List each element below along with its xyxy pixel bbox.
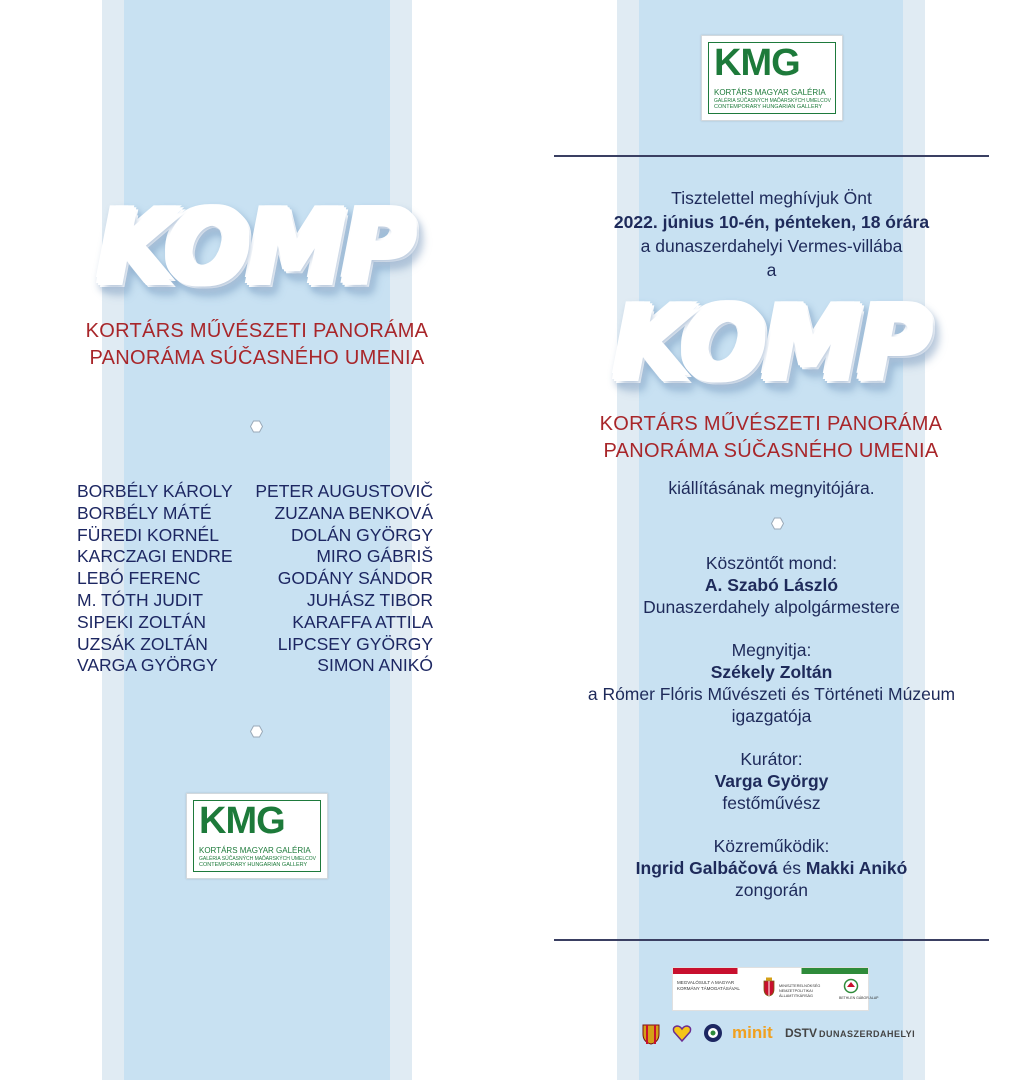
- left-hex-dot-bottom: [250, 725, 263, 738]
- bottom-divider: [554, 939, 989, 941]
- artist-name: GODÁNY SÁNDOR: [277, 568, 433, 589]
- curator-label: Kurátor:: [740, 749, 803, 769]
- ministry-text: MINISZTERELNÖKSÉG NEMZETPOLITIKAI ÁLLAMTITKÁRSÁG: [779, 984, 821, 998]
- performers-line: [554, 856, 989, 880]
- sponsor-banner: [672, 967, 879, 1011]
- invite-date: 2022. június 10-én, pénteken, 18 órára: [613, 212, 930, 232]
- artist-name: JUHÁSZ TIBOR: [306, 589, 433, 610]
- artist-name: KARAFFA ATTILA: [292, 611, 433, 632]
- minit-logo: minit: [732, 1023, 773, 1042]
- right-komp-title: KOMP: [590, 286, 954, 404]
- artist-name: FÜREDI KORNÉL: [77, 524, 219, 545]
- artist-name: M. TÓTH JUDIT: [77, 589, 204, 610]
- artist-name: KARCZAGI ENDRE: [77, 546, 233, 567]
- greeting-name: A. Szabó László: [704, 575, 839, 595]
- curator-role: festőművész: [722, 793, 821, 813]
- right-subtitle-hu: KORTÁRS MŰVÉSZETI PANORÁMA: [599, 413, 943, 435]
- artist-name: BORBÉLY KÁROLY: [77, 481, 233, 501]
- performer-2: Makki Anikó: [805, 858, 908, 878]
- curator-name: Varga György: [714, 771, 829, 791]
- left-subtitle-hu: KORTÁRS MŰVÉSZETI PANORÁMA: [85, 320, 429, 342]
- artist-name: PETER AUGUSTOVIČ: [255, 481, 433, 501]
- artist-name: UZSÁK ZOLTÁN: [77, 633, 208, 654]
- left-subtitle-sk: PANORÁMA SÚČASNÉHO UMENIA: [89, 347, 425, 369]
- hungarian-flag-stripe: [673, 968, 868, 974]
- invite-venue: a dunaszerdahelyi Vermes-villába: [640, 236, 903, 256]
- sponsor-main-text: MEGVALÓSULT A MAGYAR KORMÁNY TÁMOGATÁSÁVAL: [677, 980, 740, 991]
- performer-1: Ingrid Galbáčová: [635, 858, 778, 878]
- artist-name: MIRO GÁBRIŠ: [316, 546, 433, 567]
- opening-label: Megnyitja:: [731, 640, 812, 660]
- left-hex-dot-top: [250, 420, 263, 433]
- top-divider: [554, 155, 989, 157]
- artist-name: VARGA GYÖRGY: [77, 655, 218, 676]
- round-emblem-icon: [703, 1023, 723, 1043]
- artist-name: ZUZANA BENKOVÁ: [274, 502, 433, 523]
- artist-name: DOLÁN GYÖRGY: [291, 524, 433, 545]
- logo-mark: KMG: [199, 800, 285, 842]
- logo-line-2: GALÉRIA SÚČASNÝCH MAĎARSKÝCH UMELCOV: [714, 98, 831, 104]
- performers-and: és: [782, 858, 801, 878]
- performers-label: Közreműködik:: [713, 836, 830, 856]
- logo-mark: KMG: [714, 42, 800, 84]
- performers-role: zongorán: [735, 880, 808, 900]
- invite-line-1: Tisztelettel meghívjuk Önt: [671, 188, 872, 208]
- logo-line-1: KORTÁRS MAGYAR GALÉRIA: [199, 846, 311, 855]
- coat-of-arms-icon: [763, 977, 775, 997]
- logo-line-3: CONTEMPORARY HUNGARIAN GALLERY: [714, 104, 823, 110]
- city-logo: DUNASZERDAHELYI: [819, 1029, 916, 1039]
- opening-name: Székely Zoltán: [710, 662, 833, 682]
- right-band-inner: [639, 0, 903, 1080]
- artist-name: SIPEKI ZOLTÁN: [77, 611, 207, 632]
- greeting-label: Köszöntőt mond:: [705, 553, 838, 573]
- exhibition-opening-line: kiállításának megnyitójára.: [668, 478, 875, 498]
- logo-line-1: KORTÁRS MAGYAR GALÉRIA: [714, 88, 826, 97]
- right-hex-dot: [771, 517, 784, 530]
- kmg-logo-left: [186, 793, 328, 879]
- artist-name: LEBÓ FERENC: [77, 568, 201, 589]
- invite-a: a: [766, 260, 777, 280]
- artists-right-column: [240, 481, 433, 677]
- bethlen-fund-icon: [843, 978, 859, 994]
- kmg-logo-right: [701, 35, 843, 121]
- opening-role-1: a Rómer Flóris Művészeti és Történeti Múzeum: [587, 684, 956, 704]
- greeting-role: Dunaszerdahely alpolgármestere: [643, 597, 900, 617]
- heart-logo-icon: [672, 1023, 692, 1043]
- artist-name: SIMON ANIKÓ: [317, 655, 433, 676]
- artist-name: BORBÉLY MÁTÉ: [77, 502, 212, 523]
- shield-logo-icon: [641, 1023, 661, 1045]
- right-subtitle-sk: PANORÁMA SÚČASNÉHO UMENIA: [603, 440, 939, 462]
- artist-name: LIPCSEY GYÖRGY: [277, 633, 433, 654]
- logo-line-3: CONTEMPORARY HUNGARIAN GALLERY: [199, 862, 308, 868]
- fund-text: BETHLEN GÁBOR ALAP: [839, 996, 879, 1000]
- artists-left-column: [77, 481, 233, 677]
- logo-line-2: GALÉRIA SÚČASNÝCH MAĎARSKÝCH UMELCOV: [199, 856, 316, 862]
- dstv-logo: DSTV: [785, 1026, 818, 1040]
- opening-role-2: igazgatója: [731, 706, 812, 726]
- left-komp-title: KOMP: [74, 190, 438, 308]
